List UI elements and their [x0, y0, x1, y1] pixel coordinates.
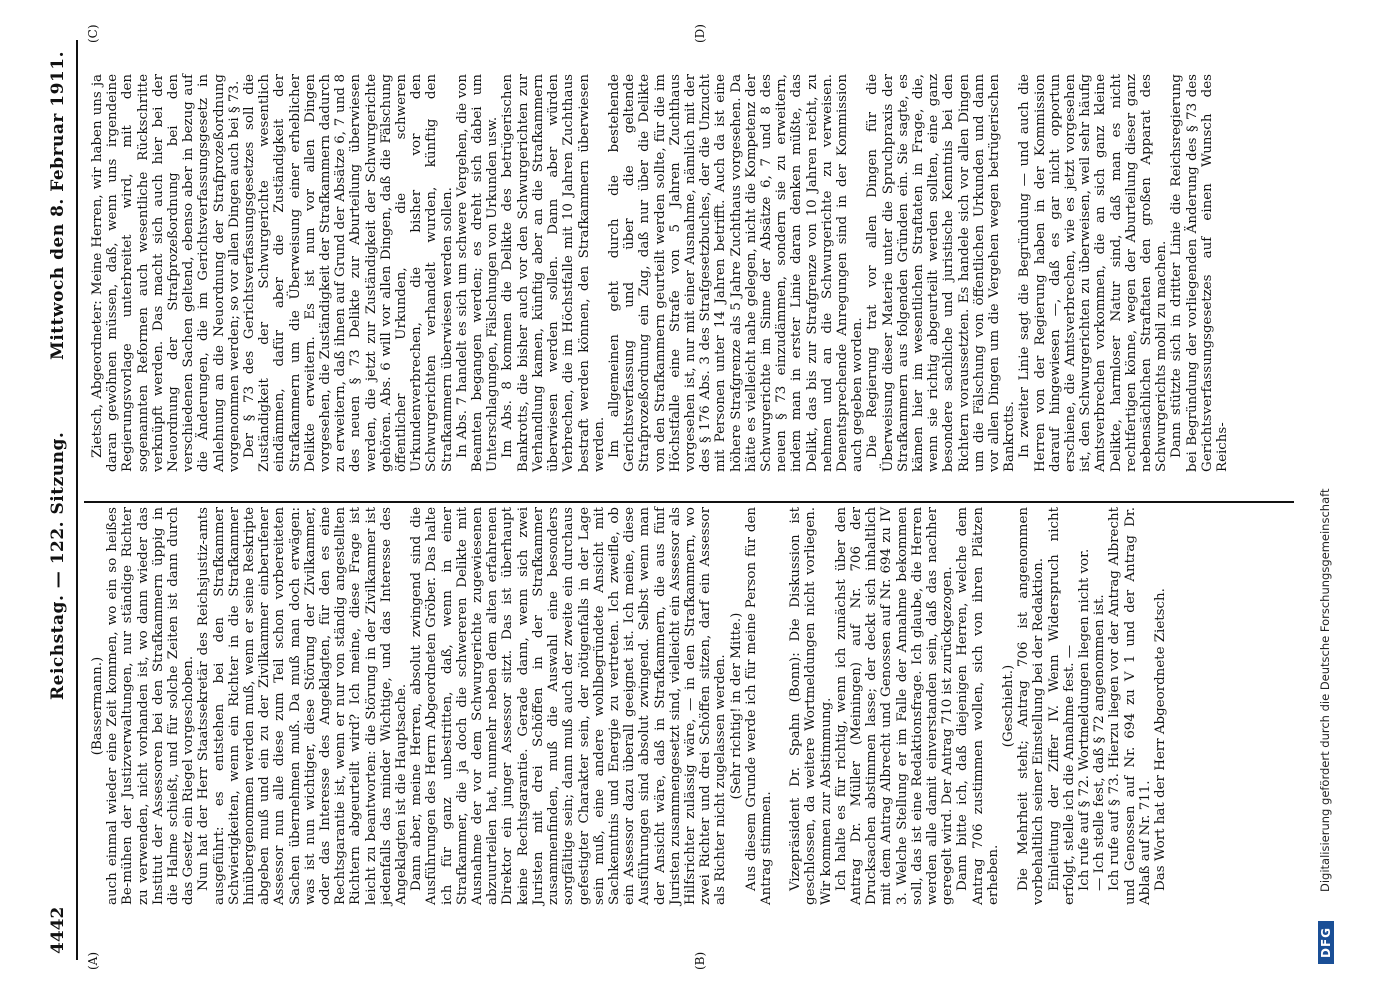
digitization-credit — [1312, 0, 1348, 1000]
paragraph: auch einmal wieder eine Zeit kommen, wo ein so heißes Be-mühen der Justizverwaltungen, nur ständige Richter zu verwenden, nicht vorhanden ist, wo dann wieder das Institut der Assessoren bei den Strafkammern üppig in die Halme schießt, und für solche Zeiten ist dann durch das Gesetz ein Riegel vorgeschoben. — [105, 507, 197, 905]
paragraph: Dann stützte sich in dritter Linie die Reichsregierung bei Begründung der vorliegenden Änderung des § 73 des Gerichtsverfassungsgesetzes auf einen Wunsch des Reichs- — [1169, 74, 1231, 472]
paragraph: Ich rufe auf § 72. Wortmeldungen liegen nicht vor. — [1077, 548, 1092, 891]
page-header — [48, 0, 72, 1000]
paragraph: Das Wort hat der Herr Abgeordnete Zietsch. — [1153, 588, 1169, 891]
paragraph: In Abs. 7 handelt es sich um schwere Vergehen, die von Beamten begangen werden; es dreht sich dabei um Unterschlagungen, Fälschungen von Urkunden usw. — [454, 74, 501, 472]
margin-marker-d: (D) — [693, 24, 707, 43]
paragraph: Einleitung der Ziffer IV. Wenn Widerspruch nicht erfolgt, stelle ich die Annahme fest. — — [1046, 507, 1077, 905]
paragraph: In zweiter Linie sagt die Begründung — und auch die Herren von der Regierung haben in der Kommission darauf hingewiesen —, daß es gar nicht opportun erschiene, die Amtsverbrechen, wie es jetzt vorgesehen ist, den Schwurgerichten zu überweisen, weil sehr häufig Amtsverbrechen vorkommen, die an sich ganz kleine Delikte, harmloser Natur sind, daß man es nicht rechtfertigen könne, wegen der Aburteilung dieser ganz nebensächlichen Straftaten den großen Apparat des Schwurgerichts mobil zu machen. — [1017, 74, 1170, 472]
paragraph: Ich rufe auf § 73. Hierzu liegen vor der Antrag Albrecht und Genossen auf Nr. 694 zu V 1 und der Antrag Dr. Ablaß auf Nr. 711. — [1107, 507, 1153, 905]
margin-marker-c: (C) — [86, 24, 100, 43]
paragraph: Dann bitte ich, daß diejenigen Herren, welche dem Antrag 706 zustimmen wollen, sich von ihren Plätzen erheben. — [955, 507, 1001, 905]
paragraph: Vizepräsident Dr. Spahn (Bonn): Die Diskussion ist geschlossen, da weitere Wortmeldungen nicht vorliegen. Wir kommen zur Abstimmung. — [788, 507, 834, 905]
header-left-title: Reichstag. — 122. Sitzung. — [48, 431, 68, 700]
paragraph: Dann aber, meine Herren, absolut zwingend sind die Ausführungen des Herrn Abgeordneten Gröber. Das halte ich für ganz unbestritten, daß, wenn in einer Strafkammer, die ja doch die schwereren Delikte mit Ausnahme der vor dem Schwurgerichte zugewiesenen abzuurteilen hat, nunmehr neben dem alten erfahrenen Direktor ein junger Assessor sitzt. Das ist überhaupt keine Rechtsgarantie. Gerade dann, wenn sich zwei Juristen mit drei Schöffen in der Strafkammer zusammenfinden, muß die Auswahl eine besonders sorgfältige sein; dann muß auch der zweite ein durchaus gefestigter Charakter sein, der nötigenfalls in der Lage sein muß, eine andere wohlbegründete Ansicht mit Sachkenntnis und Energie zu vertreten. Ich zweifle, ob ein Assessor dazu überall geeignet ist. Ich meine, diese Ausführungen sind absolut zwingend. Selbst wenn man der Ansicht wäre, daß in Strafkammern, die aus fünf Juristen zusammengesetzt sind, vielleicht ein Assessor als Hilfsrichter zulässig wäre, — in den Strafkammern, wo zwei Richter und drei Schöffen sitzen, darf ein Assessor als Richter nicht zugelassen werden. — [409, 507, 729, 905]
margin-marker-b: (B) — [693, 951, 707, 970]
paragraph: Die Regierung trat vor allen Dingen für die Überweisung dieser Materie unter die Spruchpraxis der Strafkammern aus folgenden Gründen ein. Sie sagte, es kämen hier im wesentlichen Straftaten in Frage, die, wenn sie richtig abgeurteilt werden sollten, eine ganz besondere sachliche und juristische Kenntnis bei den Richtern voraussetzten. Es handele sich vor allen Dingen um die Fälschung von öffentlichen Urkunden und dann vor allen Dingen um die Vergehen wegen betrügerischen Bankrotts. — [865, 74, 1018, 472]
interjection: (Sehr richtig! in der Mitte.) — [728, 612, 744, 800]
paragraph: Der § 73 des Gerichtsverfassungsgesetzes soll die Zuständigkeit der Schwurgerichte wesentlich eindämmen, dafür aber die Zuständigkeit der Strafkammern um die Überweisung einer erheblicher Delikte erweitern. Es ist nun vor allen Dingen vorgesehen, die Zuständigkeit der Strafkammern dadurch zu erweitern, daß ihnen auf Grund der Absätze 6, 7 und 8 des neuen § 73 Delikte zur Aburteilung überwiesen werden, die jetzt zur Zuständigkeit der Schwurgerichte gehören. Abs. 6 will vor allen Dingen, daß die Fälschung öffentlicher Urkunden, die schweren Urkundenverbrechen, die bisher vor den Schwurgerichten verhandelt wurden, künftig den Strafkammern überwiesen werden sollen. — [242, 74, 455, 472]
paragraph: Im Abs. 8 kommen die Delikte des betrügerischen Bankrotts, die bisher auch vor den Schwurgerichten zur Verhandlung kamen, künftig aber an die Strafkammern überwiesen werden sollen. Dann aber würden Verbrechen, die im Höchstfalle mit 10 Jahren Zuchthaus bestraft werden können, den Strafkammern überwiesen werden. — [500, 74, 607, 472]
column-divider — [84, 501, 1294, 503]
paragraph: — Ich stelle fest, daß § 72 angenommen ist. — [1092, 594, 1108, 891]
paragraph: Im allgemeinen geht durch die bestehende Gerichtsverfassung und über die geltende Strafprozeßordnung ein Zug, daß nur über die Delikte von den Strafkammern geurteilt werden sollte, für die im Höchstfalle eine Strafe von 5 Jahren Zuchthaus vorgesehen ist, nur mit einer Ausnahme, nämlich mit der des § 176 Abs. 3 des Strafgesetzbuches, der die Unzucht mit Personen unter 14 Jahren betrifft. Auch da ist eine höhere Strafgrenze als 5 Jahre Zuchthaus vorgesehen. Da hätte es vielleicht nahe gelegen, nicht die Kompetenz der Schwurgerichte im Sinne der Absätze 6, 7 und 8 des neuen § 73 einzudämmen, sondern sie zu erweitern, indem man in erster Linie daran denken müßte, das Delikt, das bis zur Strafgrenze von 10 Jahren reicht, zu nehmen und an die Schwurgerichte zu verweisen. Denentsprechende Anregungen sind in der Kommission auch gegeben worden. — [606, 74, 866, 472]
header-right-title: Mittwoch den 8. Februar 1911. — [48, 50, 68, 360]
paragraph: Ich halte es für richtig, wenn ich zunächst über den Antrag Dr. Müller (Meiningen) auf Nr. 706 der Drucksachen abstimmen lasse; der deckt sich inhaltlich mit dem Antrag Albrecht und Genossen auf Nr. 694 zu IV 3. Welche Stellung er im Falle der Annahme bekommen soll, das ist eine Redaktionsfrage. Ich glaube, die Herren werden alle damit einverstanden sein, daß das nachher geregelt wird. Der Antrag 710 ist zurückgezogen. — [833, 507, 956, 905]
page-number: 4442 — [48, 906, 68, 954]
margin-marker-a: (A) — [86, 951, 100, 970]
paragraph: Die Mehrheit steht; Antrag 706 ist angenommen vorbehaltlich seiner Einstellung bei der Redaktion. — [1016, 507, 1047, 905]
header-rule — [76, 40, 78, 960]
credit-text: Digitalisierung gefördert durch die Deutsche Forschungsgemeinschaft — [1318, 488, 1332, 892]
dfg-logo: DFG — [1318, 921, 1334, 964]
right-column — [90, 74, 1230, 472]
paragraph: Aus diesem Grunde werde ich für meine Person für den Antrag stimmen. — [743, 507, 774, 905]
paragraph: Nun hat der Herr Staatssekretär des Reichsjustiz-amts ausgeführt: es entstehen bei den Strafkammer Schwierigkeiten, wenn ein Richter in die Strafkammer hinübergenommen werden muß, wenn er seine Reskripte abgeben muß und ein zu der Zivilkammer einberufener Assessor nun alle diese zum Teil schon vorbereiteten Sachen übernehmen muß. Da muß man doch erwägen: was ist nun wichtiger, diese Störung der Zivilkammer, oder das Interesse des Angeklagten, für den es eine Rechtsgarantie ist, wenn er nur von ständig angestellten Richtern abgeurteilt wird? Ich meine, diese Frage ist leicht zu beantworten: die Störung in der Zivilkammer ist jedenfalls das minder Wichtige, und das Interesse des Angeklagten ist die Hauptsache. — [196, 507, 410, 905]
interjection: (Geschieht.) — [1000, 664, 1016, 748]
left-column — [90, 507, 1168, 905]
paragraph: Zietsch, Abgeordneter: Meine Herren, wir haben uns ja daran gewöhnen müssen, daß, wenn uns irgendeine Regierungsvorlage unterbreitet wird, mit den sogenannten Reformen auch wesentliche Rückschritte verknüpft werden. Das macht sich auch hier bei der Neuordnung der Strafprozeßordnung bei den verschiedenen Sachen geltend, ebenso aber in bezug auf die Änderungen, die im Gerichtsverfassungsgesetz in Anlehnung an die Neuordnung der Strafprozeßordnung vorgenommen werden; so vor allen Dingen auch bei § 73. — [90, 74, 242, 472]
speaker-tag: (Bassermann.) — [90, 656, 105, 756]
